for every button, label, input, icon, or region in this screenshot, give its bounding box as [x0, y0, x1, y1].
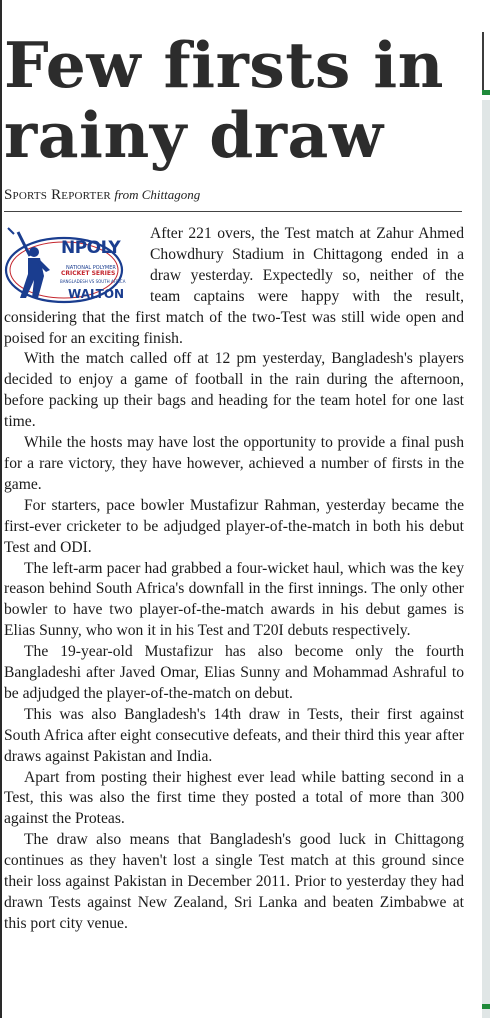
sponsor-brand-walton: WALTON [68, 287, 125, 301]
paragraph: For starters, pace bowler Mustafizur Rahman, yesterday became the first-ever cricketer to be adjudged player-of-the-match in both his debut Test and ODI. [4, 496, 464, 556]
paragraph: After 221 overs, the Test match at Zahur Ahmed Chowdhury Stadium in Chittagong ended in a draw yesterday. Expectedly so, neither of the team captains were happy with the result, considering that the first match of the two-Test was still wide open and poised for an exciting finish. [4, 225, 464, 347]
sponsor-logo [4, 226, 142, 304]
paragraph: The left-arm pacer had grabbed a four-wicket haul, which was the key reason behind South Africa's downfall in the first innings. The only other bowler to have two player-of-the-match awards in his debut games is Elias Sunny, who won it in his Test and T20I debuts respectively. [4, 559, 464, 640]
news-article [4, 0, 464, 935]
article-body [4, 224, 464, 935]
paragraph: The draw also means that Bangladesh's good luck in Chittagong continues as they haven't lost a single Test match at this ground since their loss against Pakistan in December 2011. Prior to yesterday they had drawn Tests against New Zealand, Sri Lanka and beaten Zimbabwe at this port city venue. [4, 831, 464, 932]
left-column-rule [0, 0, 2, 1018]
sponsor-logo-line2: CRICKET SERIES [61, 270, 116, 277]
adjacent-column-panel [482, 100, 490, 1018]
byline-location: from Chittagong [114, 187, 201, 202]
paragraph: Apart from posting their highest ever lead while batting second in a Test, this was also the first time they posted a total of more than 300 against the Proteas. [4, 768, 464, 828]
adjacent-column-edge [476, 0, 490, 1018]
adjacent-column-rule [482, 32, 484, 92]
headline-line-2: rainy draw [4, 98, 384, 172]
sponsor-logo-name: NPOLY [61, 238, 121, 258]
byline [4, 186, 462, 212]
headline [4, 0, 464, 170]
paragraph: This was also Bangladesh's 14th draw in Tests, their first against South Africa after eight consecutive defeats, and their third this year after draws against Pakistan and India. [4, 705, 464, 765]
adjacent-accent-bottom [482, 1004, 490, 1009]
byline-reporter: Sports Reporter [4, 187, 111, 203]
sponsor-logo-line3: BANGLADESH VS SOUTH AFRICA [60, 279, 126, 284]
paragraph: While the hosts may have lost the opportunity to provide a final push for a rare victory, they have however, achieved a number of firsts in the game. [4, 434, 464, 493]
sponsor-logo-line1: NATIONAL POLYMER [66, 265, 116, 271]
adjacent-accent-top [482, 90, 490, 95]
paragraph: With the match called off at 12 pm yesterday, Bangladesh's players decided to enjoy a game of football in the rain during the afternoon, before packing up their bags and heading for the team hotel for one last time. [4, 350, 464, 431]
paragraph: The 19-year-old Mustafizur has also become only the fourth Bangladeshi after Javed Omar, Elias Sunny and Mohammad Ashraful to be adjudged the player-of-the-match on debut. [4, 643, 464, 702]
headline-line-1: Few firsts in [4, 28, 444, 102]
